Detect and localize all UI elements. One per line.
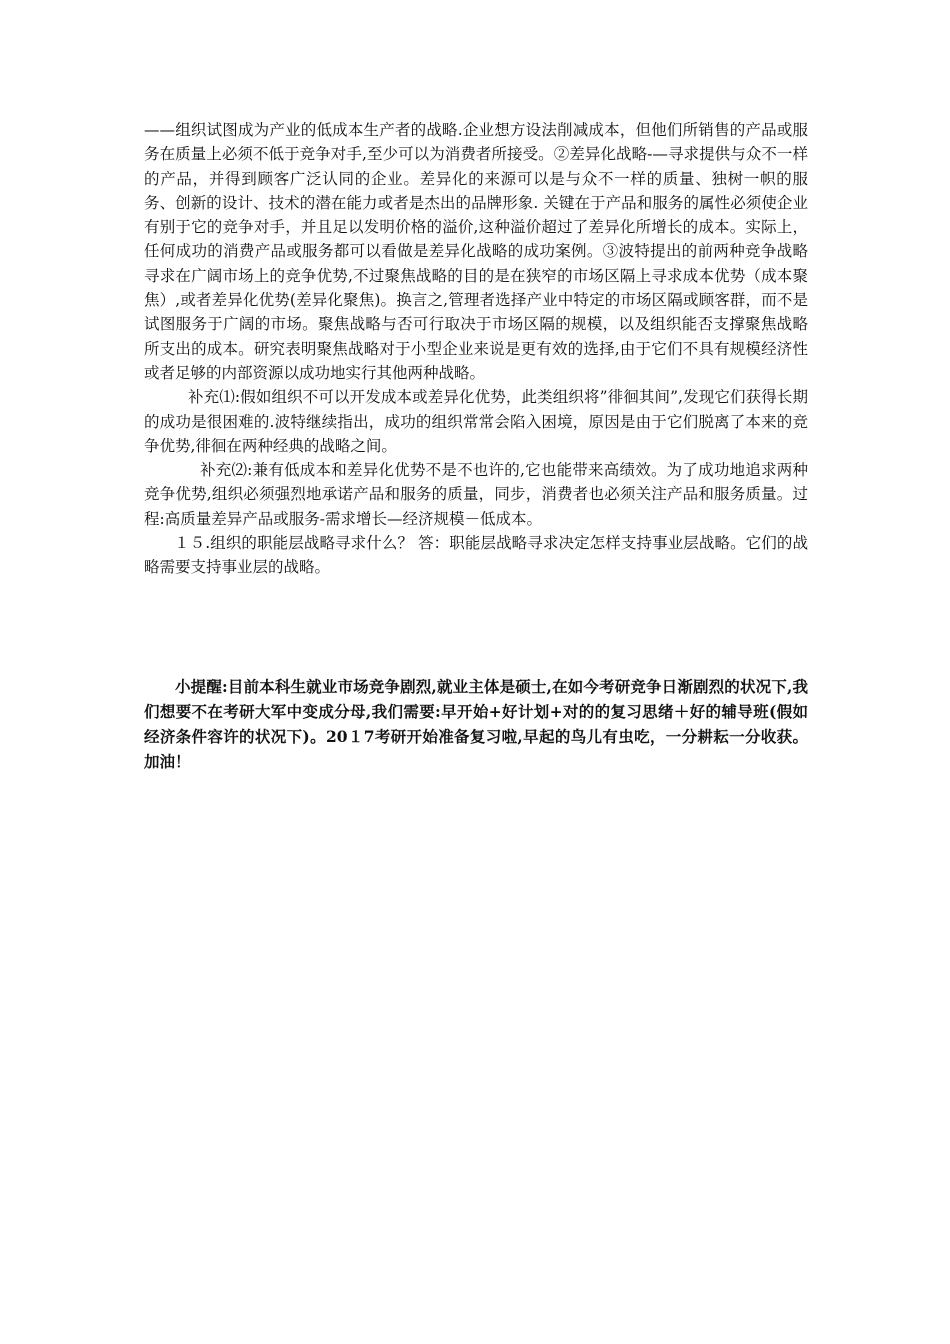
paragraph-supplement-2: 补充⑵:兼有低成本和差异化优势不是不也许的,它也能带来高绩效。为了成功地追求两种竞争优势,组织必须强烈地承诺产品和服务的质量，同步，消费者也必须关注产品和服务质量。过程:高质量差异产品或服务-需求增长—经济规模－低成本。 (144, 461, 808, 528)
paragraph-strategy-types: ——组织试图成为产业的低成本生产者的战略.企业想方设法削减成本，但他们所销售的产品或服务在质量上必须不低于竞争对手,至少可以为消费者所接受。②差异化战略-—寻求提供与众不一样的产品，并得到顾客广泛认同的企业。差异化的来源可以是与众不一样的质量、独树一帜的服务、创新的设计、技术的潜在能力或者是杰出的品牌形象. 关键在于产品和服务的属性必须使企业有别于它的竞争对手，并且足以发明价格的溢价,这种溢价超过了差异化所增长的成本。实际上，任何成功的消费产品或服务都可以看做是差异化战略的成功案例。③波特提出的前两种竞争战略寻求在广阔市场上的竞争优势,不过聚焦战略的目的是在狭窄的市场区隔上寻求成本优势（成本聚焦）,或者差异化优势(差异化聚焦)。换言之,管理者选择产业中特定的市场区隔或顾客群，而不是试图服务于广阔的市场。聚焦战略与否可行取决于市场区隔的规模，以及组织能否支撑聚焦战略所支出的成本。研究表明聚焦战略对于小型企业来说是更有效的选择,由于它们不具有规模经济性或者足够的内部资源以成功地实行其他两种战略。 (144, 121, 808, 382)
paragraph-question-15: １５.组织的职能层战略寻求什么？ 答：职能层战略寻求决定怎样支持事业层战略。它们的战略需要支持事业层的战略。 (144, 534, 808, 577)
section-spacer (144, 580, 808, 674)
reminder-note: 小提醒:目前本科生就业市场竞争剧烈,就业主体是硕士,在如今考研竞争日渐剧烈的状况下,我们想要不在考研大军中变成分母,我们需要:早开始+好计划+对的的复习思绪＋好的辅导班(假如经济条件容许的状况下)。20１7考研开始准备复习啦,早起的鸟儿有虫吃，一分耕耘一分收获。加油！ (144, 676, 808, 771)
document-body (144, 118, 808, 774)
paragraph-supplement-1: 补充⑴:假如组织不可以开发成本或差异化优势，此类组织将”徘徊其间”,发现它们获得长期的成功是很困难的.波特继续指出，成功的组织常常会陷入困境，原因是由于它们脱离了本来的竞争优势,徘徊在两种经典的战略之间。 (144, 388, 808, 455)
